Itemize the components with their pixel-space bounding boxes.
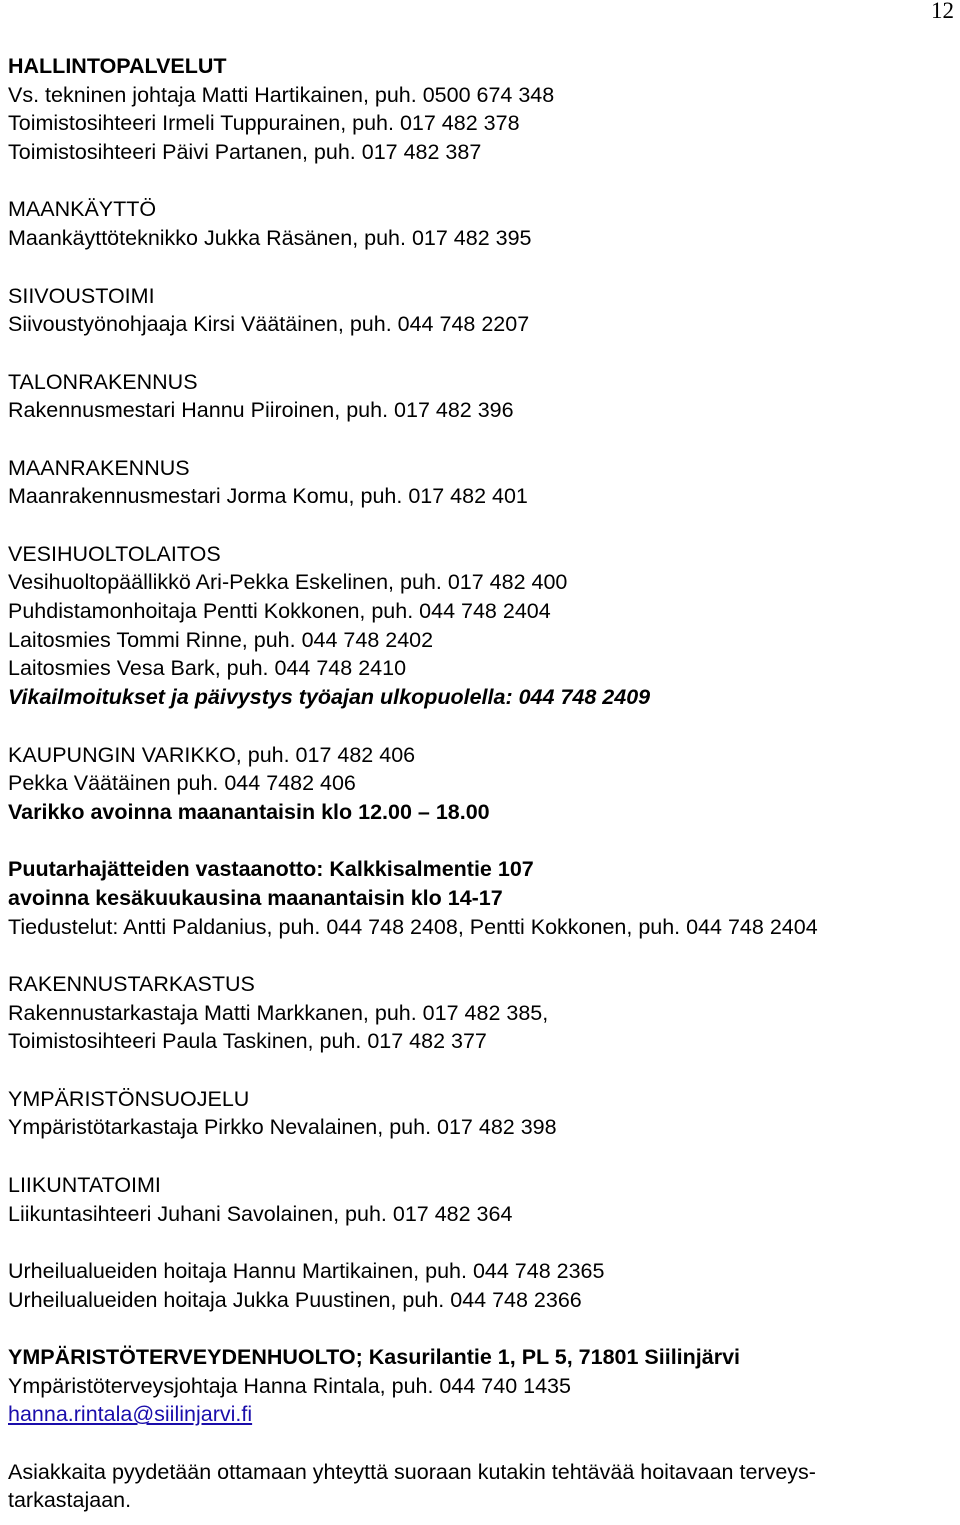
contact-line: Toimistosihteeri Paula Taskinen, puh. 017 482 377 xyxy=(8,1029,487,1054)
section-heading: HALLINTOPALVELUT xyxy=(8,54,227,78)
section-heading: KAUPUNGIN VARIKKO, puh. 017 482 406 xyxy=(8,742,416,767)
emergency-notice: Vikailmoitukset ja päivystys työajan ulkopuolella: 044 748 2409 xyxy=(8,685,651,710)
contact-line: Pekka Väätäinen puh. 044 7482 406 xyxy=(8,771,356,796)
contact-line: Ympäristöterveysjohtaja Hanna Rintala, puh. 044 740 1435 xyxy=(8,1373,571,1398)
section-siivoustoimi xyxy=(8,282,958,339)
section-heading: LIIKUNTATOIMI xyxy=(8,1172,161,1197)
section-maankaytto xyxy=(8,195,958,252)
section-heading: MAANKÄYTTÖ xyxy=(8,197,157,222)
section-heading: VESIHUOLTOLAITOS xyxy=(8,541,221,566)
section-heading: MAANRAKENNUS xyxy=(8,455,190,480)
section-talonrakennus xyxy=(8,368,958,425)
section-heading: Puutarhajätteiden vastaanotto: Kalkkisalmentie 107 xyxy=(8,857,534,882)
contact-line: Siivoustyönohjaaja Kirsi Väätäinen, puh. 044 748 2207 xyxy=(8,312,530,337)
contact-line: Liikuntasihteeri Juhani Savolainen, puh. 017 482 364 xyxy=(8,1201,513,1226)
section-varikko xyxy=(8,741,958,827)
contact-line: Laitosmies Vesa Bark, puh. 044 748 2410 xyxy=(8,656,407,681)
contact-line: Rakennusmestari Hannu Piiroinen, puh. 017 482 396 xyxy=(8,398,514,423)
section-ymparistoterveydenhuolto xyxy=(8,1343,958,1515)
section-heading: TALONRAKENNUS xyxy=(8,369,198,394)
note-text: Asiakkaita pyydetään ottamaan yhteyttä suoraan kutakin tehtävää hoitavaan terveys- xyxy=(8,1459,816,1484)
contact-line: Rakennustarkastaja Matti Markkanen, puh. 017 482 385, xyxy=(8,1000,549,1025)
section-vesihuoltolaitos xyxy=(8,540,958,712)
section-heading: YMPÄRISTÖTERVEYDENHUOLTO; Kasurilantie 1, PL 5, 71801 Siilinjärvi xyxy=(8,1344,741,1369)
contact-line: Ympäristötarkastaja Pirkko Nevalainen, puh. 017 482 398 xyxy=(8,1115,557,1140)
page-number: 12 xyxy=(931,0,954,23)
contact-line: Toimistosihteeri Irmeli Tuppurainen, puh. 017 482 378 xyxy=(8,111,520,136)
section-ymparistonsuojelu xyxy=(8,1085,958,1142)
contact-line: Tiedustelut: Antti Paldanius, puh. 044 748 2408, Pentti Kokkonen, puh. 044 748 2404 xyxy=(8,914,818,939)
contact-line: Vs. tekninen johtaja Matti Hartikainen, puh. 0500 674 348 xyxy=(8,82,555,107)
opening-hours: Varikko avoinna maanantaisin klo 12.00 – 18.00 xyxy=(8,799,490,824)
contact-line: Maankäyttöteknikko Jukka Räsänen, puh. 017 482 395 xyxy=(8,226,532,251)
section-heading: SIIVOUSTOIMI xyxy=(8,283,155,308)
contact-line: Urheilualueiden hoitaja Jukka Puustinen, puh. 044 748 2366 xyxy=(8,1287,582,1312)
section-puutarhajatteet xyxy=(8,855,958,941)
contact-line: Urheilualueiden hoitaja Hannu Martikainen, puh. 044 748 2365 xyxy=(8,1258,605,1283)
opening-hours: avoinna kesäkuukausina maanantaisin klo 14-17 xyxy=(8,885,503,910)
contact-line: Puhdistamonhoitaja Pentti Kokkonen, puh. 044 748 2404 xyxy=(8,599,551,624)
contact-line: Maanrakennusmestari Jorma Komu, puh. 017 482 401 xyxy=(8,484,528,509)
section-rakennustarkastus xyxy=(8,970,958,1056)
section-heading: RAKENNUSTARKASTUS xyxy=(8,972,255,996)
section-maanrakennus xyxy=(8,454,958,511)
contact-line: Laitosmies Tommi Rinne, puh. 044 748 2402 xyxy=(8,627,434,652)
section-liikuntatoimi xyxy=(8,1171,958,1314)
section-heading: YMPÄRISTÖNSUOJELU xyxy=(8,1086,250,1111)
note-text: tarkastajaan. xyxy=(8,1488,132,1513)
section-hallintopalvelut xyxy=(8,52,958,167)
contact-line: Vesihuoltopäällikkö Ari-Pekka Eskelinen, puh. 017 482 400 xyxy=(8,570,568,595)
email-link[interactable]: hanna.rintala@siilinjarvi.fi xyxy=(8,1402,253,1427)
contact-line: Toimistosihteeri Päivi Partanen, puh. 017 482 387 xyxy=(8,140,482,165)
document-body xyxy=(8,52,958,1515)
